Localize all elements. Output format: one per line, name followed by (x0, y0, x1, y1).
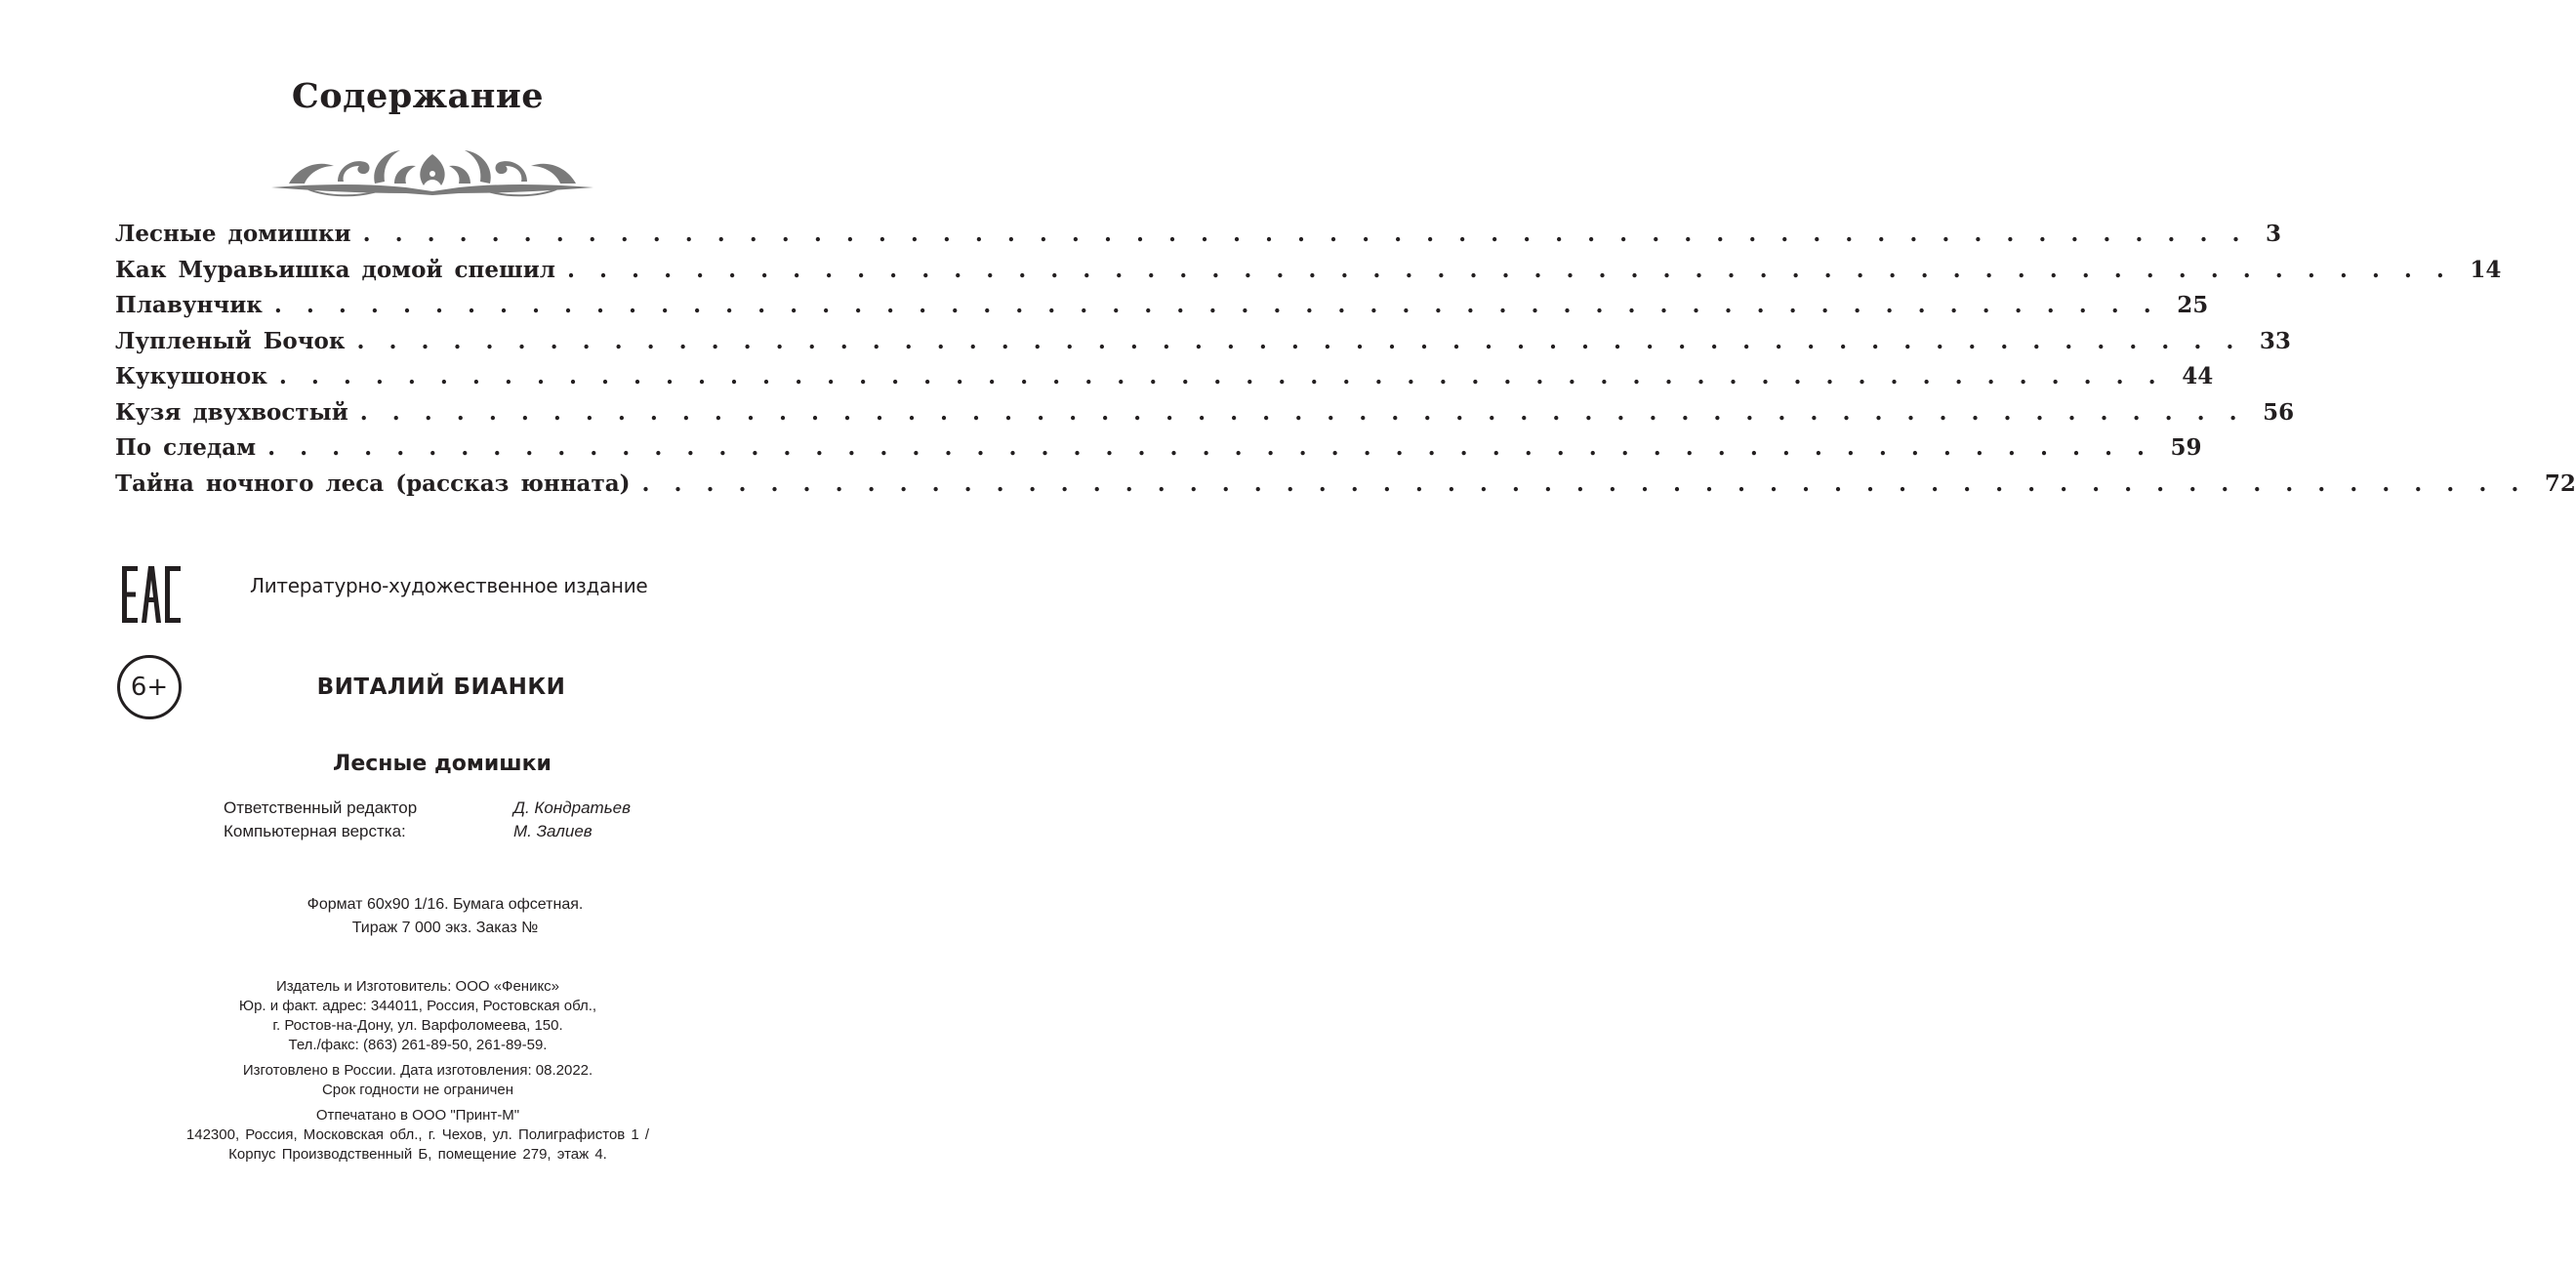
toc-leader-dots: . . . . . . . . . . . . . . . . . . . . . . . . . . . . . . . . . . . . . . . . . . . . . . . . . . . . . . . . . . . (273, 292, 2160, 318)
toc-entry-page: 44 (2182, 363, 2214, 389)
printer-line: 142300, Россия, Московская обл., г. Чехов, ул. Полиграфистов 1 / (185, 1126, 650, 1143)
printer-line: Отпечатано в ООО "Принт-М" (315, 1107, 520, 1124)
printer-line: Корпус Производственный Б, помещение 279, этаж 4. (228, 1146, 607, 1163)
manufacture-line: Изготовлено в России. Дата изготовления: 08.2022. (242, 1062, 593, 1079)
toc-leader-dots: . . . . . . . . . . . . . . . . . . . . . . . . . . . . . . . . . . . . . . . . . . . . . . . . . . . . . . . . . . . (267, 434, 2153, 461)
contents-heading: Содержание (291, 76, 545, 116)
toc-entry-title: Как Муравьишка домой спешил (115, 256, 556, 283)
age-rating-label: 6+ (130, 673, 169, 702)
toc-entry-title: Кукушонок (115, 363, 267, 389)
toc-leader-dots: . . . . . . . . . . . . . . . . . . . . . . . . . . . . . . . . . . . . . . . . . . . . . . . . . . . . . . . . . . . (359, 398, 2246, 426)
author-name: ВИТАЛИЙ БИАНКИ (316, 675, 566, 700)
toc-entry-title: Кузя двухвостый (115, 398, 348, 426)
toc-entry[interactable] (115, 398, 2295, 435)
toc-entry-title: По следам (115, 434, 257, 461)
manufacture-line: Срок годности не ограничен (321, 1082, 514, 1098)
publisher-line: Издатель и Изготовитель: ООО «Феникс» (275, 978, 560, 995)
credit-role: Компьютерная верстка: (224, 822, 406, 840)
toc-entry-title: Лупленый Бочок (115, 327, 346, 354)
toc-entry-page: 25 (2177, 292, 2209, 318)
toc-entry[interactable] (115, 363, 2214, 399)
toc-entry[interactable] (115, 292, 2209, 328)
toc-entry[interactable] (115, 221, 2281, 257)
toc-entry-page: 14 (2470, 256, 2502, 283)
toc-entry-title: Плавунчик (115, 292, 263, 318)
toc-entry[interactable] (115, 470, 2576, 507)
publisher-line: г. Ростов-на-Дону, ул. Варфоломеева, 150. (272, 1017, 563, 1034)
book-title: Лесные домишки (333, 752, 552, 776)
toc-entry-page: 3 (2265, 221, 2281, 247)
toc-entry-page: 33 (2259, 327, 2291, 354)
publisher-line: Тел./факс: (863) 261-89-50, 261-89-59. (288, 1037, 548, 1053)
toc-entry[interactable] (115, 434, 2202, 470)
toc-entry-title: Тайна ночного леса (рассказ юнната) (115, 470, 631, 497)
toc-entry[interactable] (115, 256, 2502, 293)
toc-entry-page: 59 (2170, 434, 2202, 461)
credits (224, 797, 631, 843)
imprint-block (0, 977, 836, 1165)
toc-entry-page: 72 (2544, 470, 2576, 497)
toc-leader-dots: . . . . . . . . . . . . . . . . . . . . . . . . . . . . . . . . . . . . . . . . . . . . . . . . . . . . . . . . . . . (567, 256, 2453, 283)
credit-row (224, 820, 631, 843)
toc-entry-title: Лесные домишки (115, 221, 351, 247)
toc-leader-dots: . . . . . . . . . . . . . . . . . . . . . . . . . . . . . . . . . . . . . . . . . . . . . . . . . . . . . . . . . . . (641, 470, 2527, 497)
credit-name: М. Залиев (513, 822, 593, 840)
credit-row (224, 797, 631, 820)
table-of-contents (115, 221, 2576, 506)
toc-leader-dots: . . . . . . . . . . . . . . . . . . . . . . . . . . . . . . . . . . . . . . . . . . . . . . . . . . . . . . . . . . . (362, 221, 2248, 247)
credit-role: Ответственный редактор (224, 798, 418, 817)
format-line: Формат 60x90 1/16. Бумага офсетная. (307, 896, 584, 913)
print-run-line: Тираж 7 000 экз. Заказ № (351, 920, 539, 936)
toc-leader-dots: . . . . . . . . . . . . . . . . . . . . . . . . . . . . . . . . . . . . . . . . . . . . . . . . . . . . . . . . . . . (356, 327, 2242, 354)
format-block (0, 893, 890, 940)
publisher-line: Юр. и факт. адрес: 344011, Россия, Ростовская обл., (238, 998, 597, 1014)
edition-type: Литературно-художественное издание (250, 574, 648, 597)
eac-conformity-mark-icon (122, 566, 181, 623)
toc-leader-dots: . . . . . . . . . . . . . . . . . . . . . . . . . . . . . . . . . . . . . . . . . . . . . . . . . . . . . . . . . . . (278, 363, 2165, 389)
toc-entry-page: 56 (2263, 398, 2295, 426)
credit-name: Д. Кондратьев (513, 798, 631, 817)
toc-entry[interactable] (115, 327, 2291, 364)
flourish-ornament-icon (269, 144, 595, 201)
